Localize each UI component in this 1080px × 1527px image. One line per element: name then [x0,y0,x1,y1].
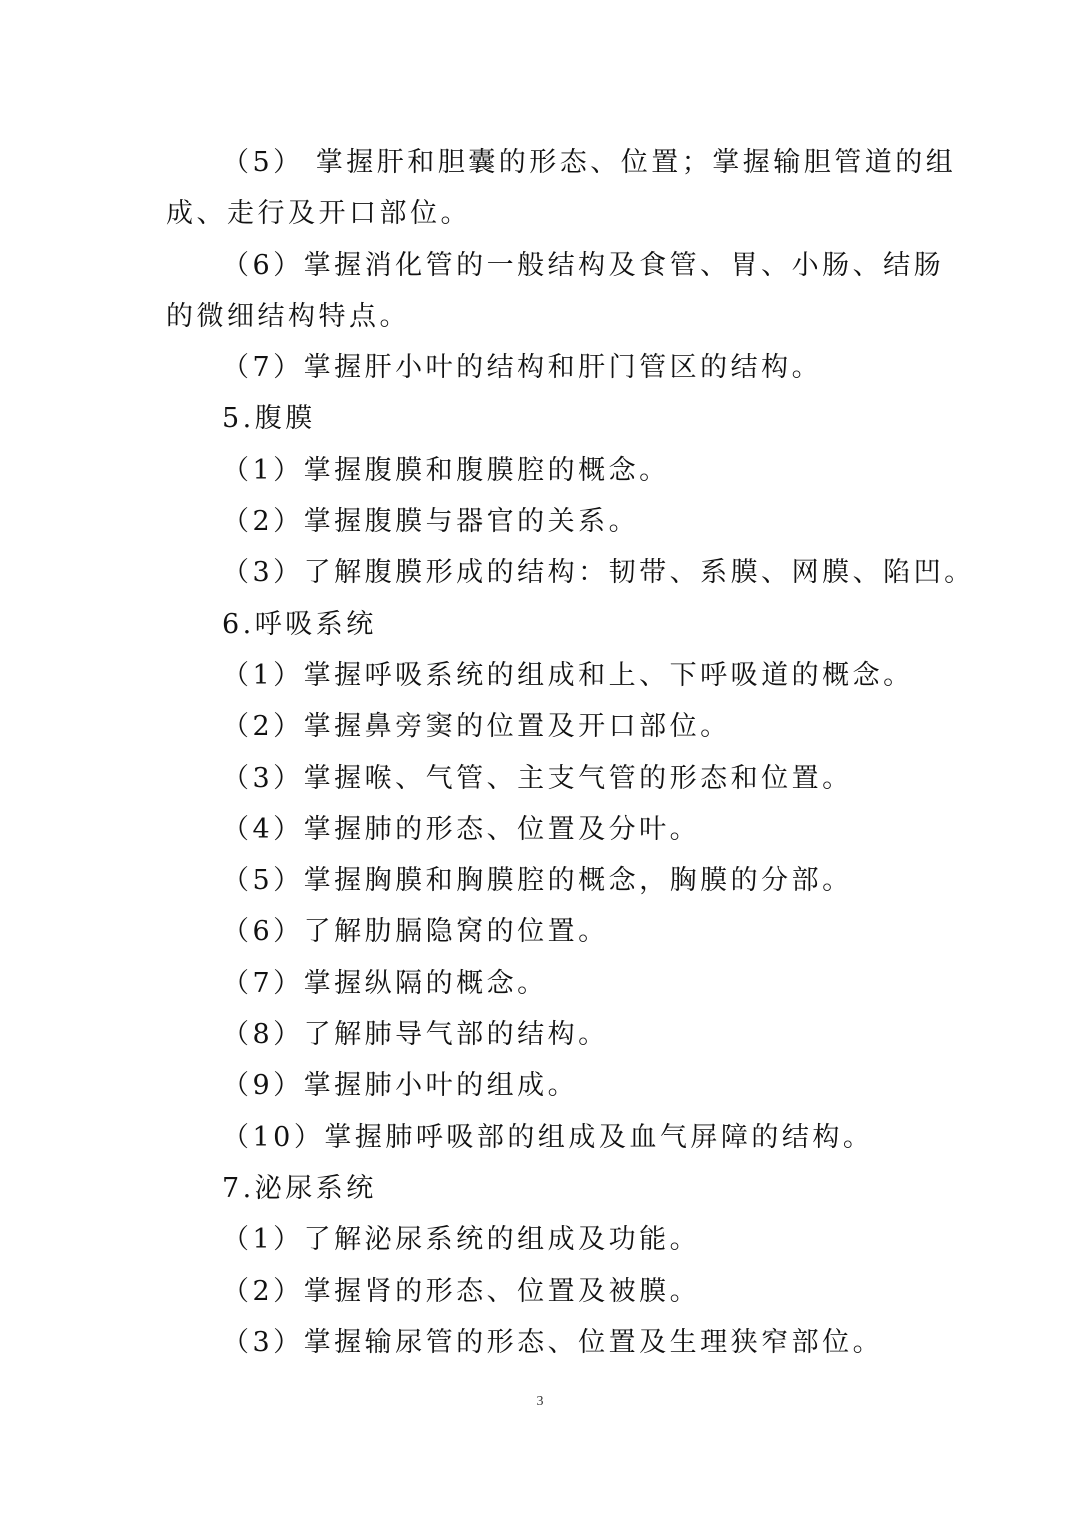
list-item: （8）了解肺导气部的结构。 [222,1019,609,1051]
list-item: （1）了解泌尿系统的组成及功能。 [222,1224,701,1256]
list-item: （4）掌握肺的形态、位置及分叶。 [222,813,701,845]
list-item: （7）掌握纵隔的概念。 [222,967,548,999]
list-item: （6）了解肋膈隐窝的位置。 [222,916,609,948]
document-body [166,137,975,1368]
section-heading: 5.腹膜 [222,403,316,435]
list-item: （3）了解腹膜形成的结构：韧带、系膜、网膜、陷凹。 [222,557,975,589]
paragraph-line: 成、走行及开口部位。 [166,198,471,230]
paragraph-line: 的微细结构特点。 [166,300,410,332]
page-number: 3 [536,1394,544,1409]
list-item: （1）掌握腹膜和腹膜腔的概念。 [222,454,670,486]
paragraph-line: （5） 掌握肝和胆囊的形态、位置；掌握输胆管道的组 [222,147,957,178]
list-item: （1）掌握呼吸系统的组成和上、下呼吸道的概念。 [222,659,914,691]
list-item: （9）掌握肺小叶的组成。 [222,1070,579,1102]
section-heading: 6.呼吸系统 [222,608,377,640]
list-item: （2）掌握腹膜与器官的关系。 [222,506,640,538]
list-item: （2）掌握肾的形态、位置及被膜。 [222,1275,701,1307]
paragraph-line: （7）掌握肝小叶的结构和肝门管区的结构。 [222,352,823,384]
list-item: （2）掌握鼻旁窦的位置及开口部位。 [222,711,731,743]
list-item: （10）掌握肺呼吸部的组成及血气屏障的结构。 [222,1121,874,1153]
paragraph-line: （6）掌握消化管的一般结构及食管、胃、小肠、结肠 [222,249,945,281]
section-heading: 7.泌尿系统 [222,1172,377,1204]
list-item: （5）掌握胸膜和胸膜腔的概念，胸膜的分部。 [222,865,853,897]
list-item: （3）掌握喉、气管、主支气管的形态和位置。 [222,762,853,794]
list-item: （3）掌握输尿管的形态、位置及生理狭窄部位。 [222,1326,884,1358]
